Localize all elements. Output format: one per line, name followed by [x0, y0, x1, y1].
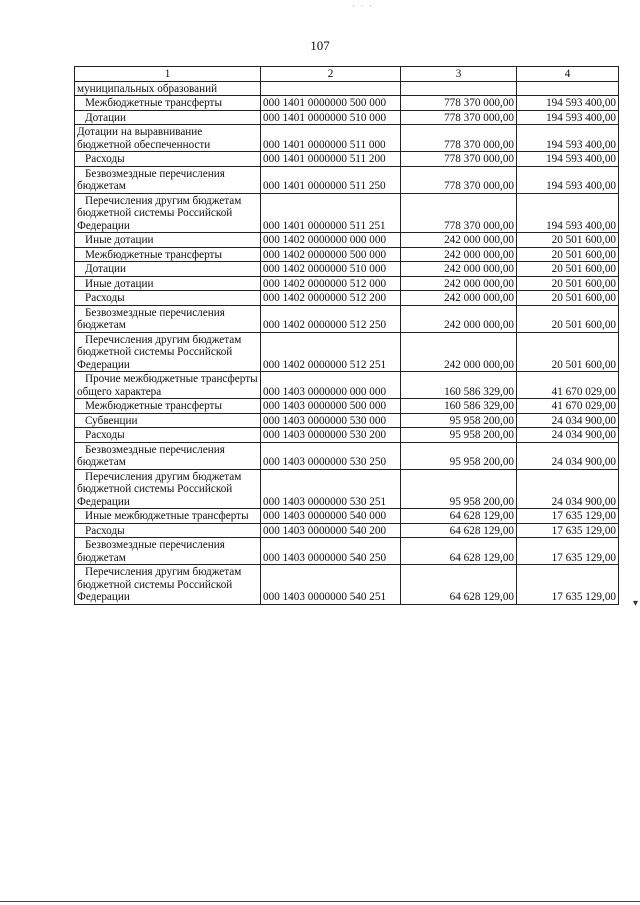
row-name: Прочие межбюджетные трансферты общего характера	[75, 372, 261, 399]
row-value-col3: 778 370 000,00	[401, 166, 517, 193]
row-value-col3: 778 370 000,00	[401, 110, 517, 125]
table-row	[75, 509, 619, 524]
row-value-col3: 242 000 000,00	[401, 332, 517, 372]
row-value-col3: 242 000 000,00	[401, 291, 517, 306]
table-row	[75, 262, 619, 277]
table-row	[75, 166, 619, 193]
table-row	[75, 399, 619, 414]
row-value-col4: 24 034 900,00	[517, 413, 619, 428]
table-row	[75, 81, 619, 96]
row-code: 000 1403 0000000 540 251	[261, 565, 401, 605]
column-header-1: 1	[75, 67, 261, 82]
table-row	[75, 372, 619, 399]
table-row	[75, 332, 619, 372]
budget-table	[74, 66, 619, 605]
row-name: Иные дотации	[75, 233, 261, 248]
row-name: Расходы	[75, 428, 261, 443]
table-row	[75, 469, 619, 509]
page-bottom-rule	[0, 901, 640, 902]
row-value-col3: 778 370 000,00	[401, 125, 517, 152]
table-row	[75, 291, 619, 306]
scan-artifact: · · ·	[352, 2, 374, 11]
table-row	[75, 152, 619, 167]
row-name: Расходы	[75, 523, 261, 538]
row-name: муниципальных образований	[75, 81, 261, 96]
table-row	[75, 565, 619, 605]
table-body	[75, 81, 619, 604]
row-value-col4: 20 501 600,00	[517, 276, 619, 291]
row-name: Иные дотации	[75, 276, 261, 291]
row-name: Межбюджетные трансферты	[75, 399, 261, 414]
row-value-col4: 194 593 400,00	[517, 152, 619, 167]
row-value-col3: 242 000 000,00	[401, 247, 517, 262]
table-row	[75, 442, 619, 469]
table-row	[75, 247, 619, 262]
row-value-col3: 95 958 200,00	[401, 413, 517, 428]
row-code: 000 1402 0000000 512 000	[261, 276, 401, 291]
column-header-3: 3	[401, 67, 517, 82]
row-code: 000 1402 0000000 512 200	[261, 291, 401, 306]
row-code: 000 1403 0000000 530 200	[261, 428, 401, 443]
row-value-col3	[401, 81, 517, 96]
row-value-col4: 17 635 129,00	[517, 538, 619, 565]
column-header-4: 4	[517, 67, 619, 82]
margin-mark: ▾	[632, 598, 638, 609]
row-value-col3: 778 370 000,00	[401, 96, 517, 111]
row-name: Иные межбюджетные трансферты	[75, 509, 261, 524]
row-name: Субвенции	[75, 413, 261, 428]
row-value-col4: 20 501 600,00	[517, 305, 619, 332]
table-row	[75, 233, 619, 248]
row-value-col3: 64 628 129,00	[401, 538, 517, 565]
table-header	[75, 67, 619, 82]
table-row	[75, 538, 619, 565]
row-name: Безвозмездные перечисления бюджетам	[75, 305, 261, 332]
row-name: Перечисления другим бюджетам бюджетной системы Российской Федерации	[75, 469, 261, 509]
row-code: 000 1403 0000000 530 000	[261, 413, 401, 428]
row-code: 000 1401 0000000 500 000	[261, 96, 401, 111]
row-name: Дотации	[75, 262, 261, 277]
row-code: 000 1403 0000000 540 250	[261, 538, 401, 565]
row-value-col4: 41 670 029,00	[517, 399, 619, 414]
row-code: 000 1401 0000000 511 000	[261, 125, 401, 152]
table-row	[75, 276, 619, 291]
row-value-col4: 194 593 400,00	[517, 96, 619, 111]
table-row	[75, 413, 619, 428]
row-value-col4: 194 593 400,00	[517, 193, 619, 233]
row-value-col4: 194 593 400,00	[517, 166, 619, 193]
row-value-col3: 64 628 129,00	[401, 523, 517, 538]
row-value-col4: 17 635 129,00	[517, 565, 619, 605]
row-value-col4: 41 670 029,00	[517, 372, 619, 399]
row-name: Безвозмездные перечисления бюджетам	[75, 166, 261, 193]
row-value-col4: 20 501 600,00	[517, 291, 619, 306]
row-value-col4	[517, 81, 619, 96]
row-name: Перечисления другим бюджетам бюджетной системы Российской Федерации	[75, 332, 261, 372]
row-value-col4: 194 593 400,00	[517, 125, 619, 152]
row-code: 000 1403 0000000 530 250	[261, 442, 401, 469]
table-row	[75, 110, 619, 125]
row-value-col3: 778 370 000,00	[401, 152, 517, 167]
row-value-col4: 17 635 129,00	[517, 523, 619, 538]
row-value-col3: 242 000 000,00	[401, 305, 517, 332]
row-name: Межбюджетные трансферты	[75, 247, 261, 262]
row-code: 000 1402 0000000 512 250	[261, 305, 401, 332]
row-code: 000 1401 0000000 511 251	[261, 193, 401, 233]
row-name: Расходы	[75, 291, 261, 306]
row-value-col4: 20 501 600,00	[517, 332, 619, 372]
row-code: 000 1401 0000000 510 000	[261, 110, 401, 125]
row-code: 000 1401 0000000 511 250	[261, 166, 401, 193]
row-value-col3: 64 628 129,00	[401, 509, 517, 524]
row-value-col3: 778 370 000,00	[401, 193, 517, 233]
row-code	[261, 81, 401, 96]
row-value-col3: 95 958 200,00	[401, 428, 517, 443]
row-value-col4: 20 501 600,00	[517, 262, 619, 277]
row-value-col4: 194 593 400,00	[517, 110, 619, 125]
table-row	[75, 193, 619, 233]
row-name: Безвозмездные перечисления бюджетам	[75, 442, 261, 469]
row-value-col3: 160 586 329,00	[401, 399, 517, 414]
row-value-col4: 20 501 600,00	[517, 247, 619, 262]
row-code: 000 1402 0000000 000 000	[261, 233, 401, 248]
row-code: 000 1403 0000000 000 000	[261, 372, 401, 399]
row-code: 000 1403 0000000 530 251	[261, 469, 401, 509]
table-row	[75, 428, 619, 443]
row-value-col4: 20 501 600,00	[517, 233, 619, 248]
row-value-col4: 24 034 900,00	[517, 469, 619, 509]
row-value-col4: 17 635 129,00	[517, 509, 619, 524]
row-value-col3: 242 000 000,00	[401, 233, 517, 248]
row-value-col3: 64 628 129,00	[401, 565, 517, 605]
column-header-2: 2	[261, 67, 401, 82]
table-row	[75, 96, 619, 111]
row-name: Перечисления другим бюджетам бюджетной системы Российской Федерации	[75, 565, 261, 605]
row-code: 000 1402 0000000 500 000	[261, 247, 401, 262]
header-row	[75, 67, 619, 82]
row-name: Перечисления другим бюджетам бюджетной системы Российской Федерации	[75, 193, 261, 233]
row-value-col3: 242 000 000,00	[401, 276, 517, 291]
table-row	[75, 305, 619, 332]
row-code: 000 1403 0000000 540 000	[261, 509, 401, 524]
row-value-col4: 24 034 900,00	[517, 442, 619, 469]
table-row	[75, 125, 619, 152]
row-code: 000 1403 0000000 540 200	[261, 523, 401, 538]
row-name: Дотации на выравнивание бюджетной обеспеченности	[75, 125, 261, 152]
row-name: Дотации	[75, 110, 261, 125]
table-row	[75, 523, 619, 538]
row-code: 000 1402 0000000 510 000	[261, 262, 401, 277]
row-name: Расходы	[75, 152, 261, 167]
row-value-col3: 95 958 200,00	[401, 442, 517, 469]
page-number: 107	[310, 38, 330, 53]
row-code: 000 1401 0000000 511 200	[261, 152, 401, 167]
row-name: Межбюджетные трансферты	[75, 96, 261, 111]
row-value-col3: 160 586 329,00	[401, 372, 517, 399]
row-code: 000 1402 0000000 512 251	[261, 332, 401, 372]
row-value-col3: 242 000 000,00	[401, 262, 517, 277]
row-value-col4: 24 034 900,00	[517, 428, 619, 443]
row-value-col3: 95 958 200,00	[401, 469, 517, 509]
row-code: 000 1403 0000000 500 000	[261, 399, 401, 414]
row-name: Безвозмездные перечисления бюджетам	[75, 538, 261, 565]
